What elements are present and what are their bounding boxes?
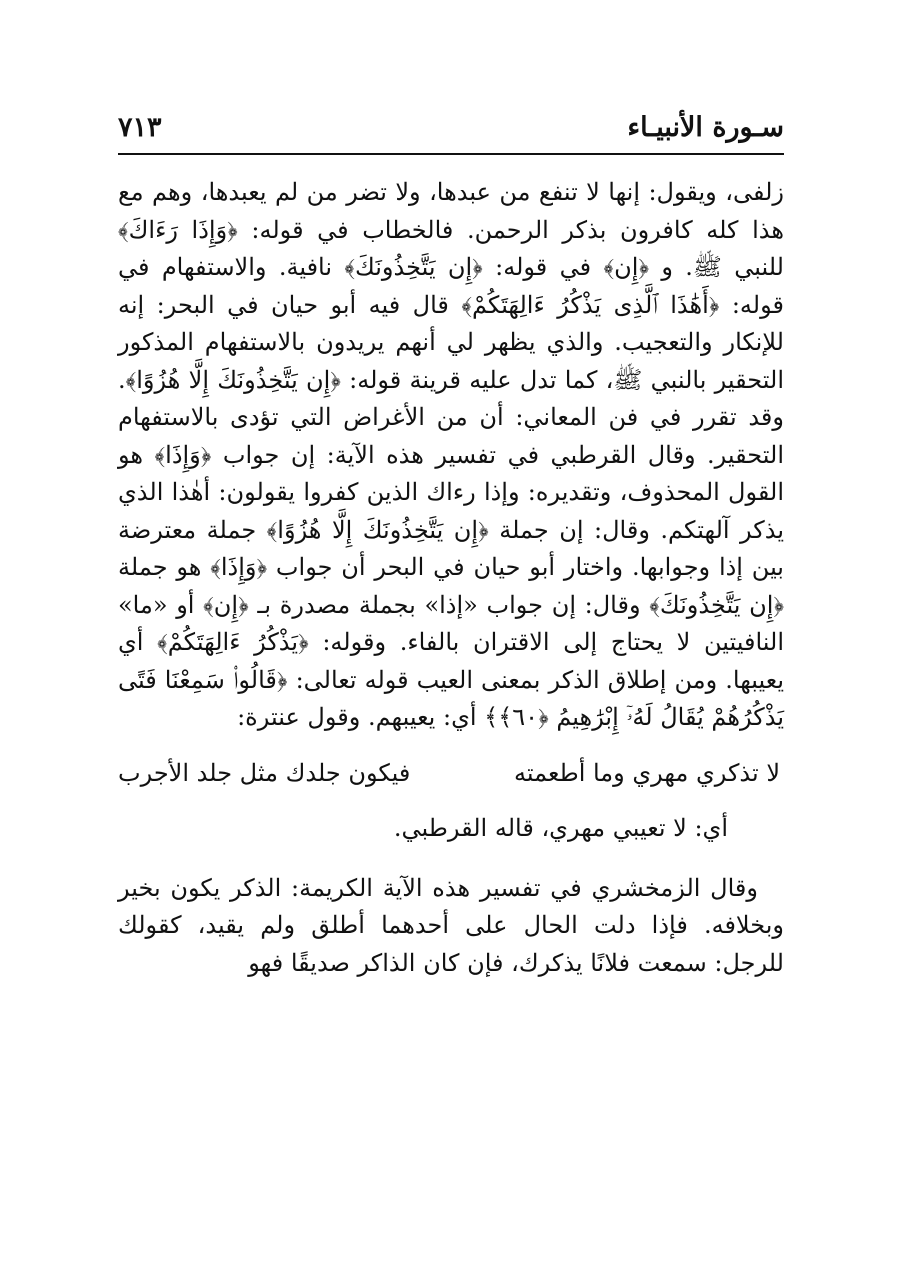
header-divider <box>118 153 784 155</box>
commentary-paragraph: زلفى، ويقول: إنها لا تنفع من عبدها، ولا تضر من لم يعبدها، وهم مع هذا كله كافرون بذكر الرحمن. فالخطاب في قوله: ﴿وَإِذَا رَءَاكَ﴾ للنبي ﷺ. و ﴿إِن﴾ في قوله: ﴿إِن يَتَّخِذُونَكَ﴾ نافية. والاستفهام في قوله: ﴿أَهَٰذَا ٱلَّذِى يَذْكُرُ ءَالِهَتَكُمْ﴾ قال فيه أبو حيان في البحر: إنه للإنكار والتعجيب. والذي يظهر لي أنهم يريدون بالاستفهام المذكور التحقير بالنبي ﷺ، كما تدل عليه قرينة قوله: ﴿إِن يَتَّخِذُونَكَ إِلَّا هُزُوًا﴾. وقد تقرر في فن المعاني: أن من الأغراض التي تؤدى بالاستفهام التحقير. وقال القرطبي في تفسير هذه الآية: إن جواب ﴿وَإِذَا﴾ هو القول المحذوف، وتقديره: وإذا رءاك الذين كفروا يقولون: أهٰذا الذي يذكر آلهتكم. وقال: إن جملة ﴿إِن يَتَّخِذُونَكَ إِلَّا هُزُوًا﴾ جملة معترضة بين إذا وجوابها. واختار أبو حيان في البحر أن جواب ﴿وَإِذَا﴾ هو جملة ﴿إِن يَتَّخِذُونَكَ﴾ وقال: إن جواب «إذا» بجملة مصدرة بـ ﴿إِن﴾ أو «ما» النافيتين لا يحتاج إلى الاقتران بالفاء. وقوله: ﴿يَذْكُرُ ءَالِهَتَكُمْ﴾ أي يعيبها. ومن إطلاق الذكر بمعنى العيب قوله تعالى: ﴿قَالُوا۟ سَمِعْنَا فَتًى يَذْكُرُهُمْ يُقَالُ لَهُۥٓ إِبْرَٰهِيمُ ﴿٦٠﴾﴾ أي: يعيبهم. وقول عنترة: <box>118 178 784 731</box>
poem-first-hemistich: لا تذكري مهري وما أطعمته <box>514 758 780 787</box>
commentary-paragraph-continued: وقال الزمخشري في تفسير هذه الآية الكريمة: الذكر يكون بخير وبخلافه. فإذا دلت الحال على أحدهما أطلق ولم يقيد، كقولك للرجل: سمعت فلانًا يذكرك، فإن كان الذاكر صديقًا فهو <box>118 873 784 977</box>
poem-explanation: أي: لا تعيبي مهري، قاله القرطبي. <box>393 814 728 842</box>
page-header <box>118 108 784 152</box>
book-page <box>118 108 784 1248</box>
page-body <box>118 174 784 982</box>
surah-title: سـورة الأنبيـاء <box>627 112 784 143</box>
poem-verse <box>118 755 784 793</box>
poem-second-hemistich: فيكون جلدك مثل جلد الأجرب <box>118 758 411 787</box>
page-number: ٧١٣ <box>118 112 162 143</box>
